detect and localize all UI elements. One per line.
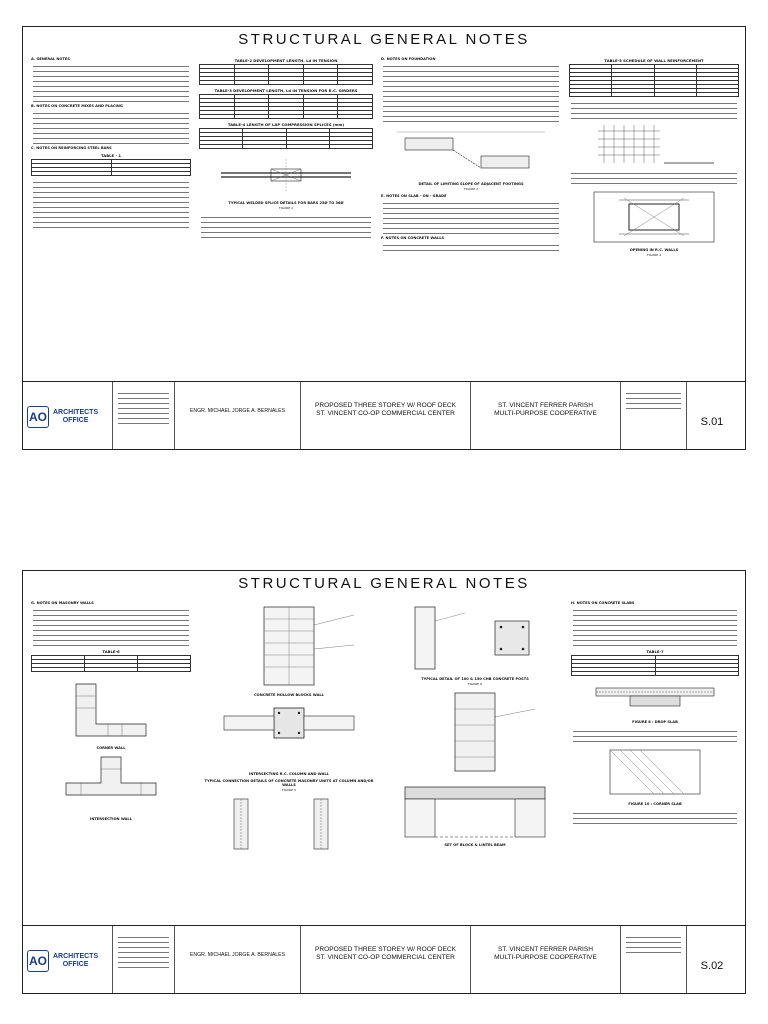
chb-wall-detail — [204, 601, 374, 691]
sheet-number: S.02 — [700, 960, 724, 972]
architects-office-logo-icon: AO — [27, 950, 49, 972]
table-title: TABLE-7 — [646, 649, 664, 654]
revision-notes-block — [113, 382, 175, 450]
chb-post-detail — [395, 601, 555, 675]
table-title: TABLE-2 DEVELOPMENT LENGTH, Ld IN TENSION — [234, 58, 338, 63]
notes-column-4 — [571, 599, 739, 925]
owner-name: MULTI-PURPOSE COOPERATIVE — [494, 954, 597, 961]
figure-caption: CORNER WALL — [96, 746, 126, 750]
notes-column-1 — [31, 599, 191, 925]
figure-number: FIGURE 5 — [282, 788, 296, 792]
project-block — [301, 382, 471, 450]
intersection-wall-detail — [56, 753, 166, 815]
approval-block — [621, 382, 687, 450]
text-block — [571, 727, 739, 742]
firm-logo — [23, 382, 113, 450]
project-title: PROPOSED THREE STOREY W/ ROOF DECK — [314, 946, 457, 953]
table-1 — [31, 159, 191, 176]
figure-caption: SET OF BLOCK & LINTEL BEAM — [444, 843, 506, 847]
drop-slab-detail — [590, 678, 720, 718]
table-2 — [199, 64, 373, 85]
project-block — [301, 926, 471, 994]
text-block — [31, 178, 191, 228]
owner-name: ST. VINCENT FERRER PARISH — [497, 946, 593, 953]
owner-block — [471, 382, 621, 450]
figure-caption: INTERSECTING R.C. COLUMN AND WALL — [249, 772, 329, 776]
notes-column-4 — [569, 55, 739, 381]
text-block — [199, 213, 373, 238]
figure-caption: TYPICAL DETAIL OF 100 & 150 CHB CONCRETE POSTS — [421, 677, 529, 681]
notes-column-3 — [387, 599, 563, 925]
wall-opening-detail — [584, 186, 724, 246]
section-heading: D. NOTES ON FOUNDATION — [381, 57, 436, 61]
table-7 — [571, 655, 739, 676]
table-title: TABLE-5 SCHEDULE OF WALL REINFORCEMENT — [604, 58, 704, 63]
firm-logo — [23, 926, 113, 994]
footing-slope-detail — [391, 124, 551, 180]
text-block — [571, 606, 739, 646]
table-title: TABLE-3 DEVELOPMENT LENGTH, Ld IN TENSION FOR R.C. GIRDERS — [214, 88, 358, 93]
text-block — [381, 241, 561, 251]
engineer-name: ENGR. MICHAEL JORGE A. BERNALES — [189, 952, 286, 958]
text-block — [571, 809, 739, 824]
section-heading: B. NOTES ON CONCRETE MIXES AND PLACING — [31, 104, 123, 108]
text-block — [31, 606, 191, 646]
firm-name: OFFICE — [62, 416, 89, 424]
approval-block — [621, 926, 687, 994]
owner-name: ST. VINCENT FERRER PARISH — [497, 402, 593, 409]
sheet-title: STRUCTURAL GENERAL NOTES — [238, 31, 530, 48]
text-block — [31, 109, 191, 144]
figure-caption: TYPICAL CONNECTION DETAILS OF CONCRETE MASONRY UNITS AT COLUMN AND/OR WALLS — [204, 779, 374, 787]
section-heading: E. NOTES ON SLAB - ON - GRADE — [381, 194, 447, 198]
figure-number: FIGURE 2 — [464, 187, 478, 191]
section-heading: H. NOTES ON CONCRETE SLABS — [571, 601, 635, 605]
corner-wall-detail — [56, 674, 166, 744]
notes-column-1 — [31, 55, 191, 381]
sheet-number-block — [687, 926, 737, 994]
welded-splice-detail — [211, 151, 361, 199]
text-block — [569, 169, 739, 184]
firm-name: ARCHITECTS — [53, 952, 99, 960]
column-elevation-detail — [395, 689, 555, 775]
notes-column-2 — [199, 55, 373, 381]
text-block — [381, 199, 561, 234]
wall-section-detail — [204, 795, 374, 853]
firm-name: OFFICE — [62, 960, 89, 968]
section-heading: G. NOTES ON MASONRY WALLS — [31, 601, 94, 605]
figure-caption: DETAIL OF LIMITING SLOPE OF ADJACENT FOOTINGS — [418, 182, 524, 186]
figure-caption: OPENING IN R.C. WALLS — [629, 248, 679, 252]
sheet-number: S.01 — [700, 416, 724, 428]
text-block — [31, 62, 191, 102]
project-subtitle: ST. VINCENT CO-OP COMMERCIAL CENTER — [316, 954, 455, 961]
table-title: TABLE-4 LENGTH OF LAP COMPRESSION SPLICES (mm) — [227, 122, 345, 127]
text-block — [569, 99, 739, 119]
title-block — [23, 381, 745, 450]
drawing-sheet-s02 — [22, 570, 746, 994]
figure-number: FIGURE 6 — [468, 682, 482, 686]
figure-caption: TYPICAL WELDED SPLICE DETAILS FOR BARS 25Ø TO 36Ø — [228, 201, 344, 205]
sheet-title: STRUCTURAL GENERAL NOTES — [238, 575, 530, 592]
figure-caption: FIGURE 10 : CORNER SLAB — [628, 802, 682, 806]
architects-office-logo-icon: AO — [27, 406, 49, 428]
figure-caption: CONCRETE HOLLOW BLOCKS WALL — [254, 693, 324, 697]
table-title: TABLE-6 — [102, 649, 120, 654]
section-heading: F. NOTES ON CONCRETE WALLS — [381, 236, 445, 240]
figure-caption: FIGURE 8 : DROP SLAB — [632, 720, 678, 724]
table-3 — [199, 94, 373, 119]
figure-caption: INTERSECTION WALL — [90, 817, 132, 821]
lintel-beam-detail — [395, 777, 555, 841]
engineer-block — [175, 382, 301, 450]
wall-rebar-grid-detail — [584, 121, 724, 167]
owner-block — [471, 926, 621, 994]
section-heading: C. NOTES ON REINFORCING STEEL BARS — [31, 146, 112, 150]
corner-slab-detail — [590, 744, 720, 800]
table-6 — [31, 655, 191, 672]
owner-name: MULTI-PURPOSE COOPERATIVE — [494, 410, 597, 417]
figure-number: FIGURE 4 — [647, 253, 661, 257]
rc-column-wall-detail — [204, 700, 374, 770]
figure-number: FIGURE 1 — [279, 206, 293, 210]
engineer-name: ENGR. MICHAEL JORGE A. BERNALES — [189, 408, 286, 414]
firm-name: ARCHITECTS — [53, 408, 99, 416]
table-title: TABLE - 1 — [100, 153, 121, 158]
section-heading: A. GENERAL NOTES — [31, 57, 70, 61]
notes-column-2 — [199, 599, 379, 925]
sheet-number-block — [687, 382, 737, 450]
drawing-sheet-s01 — [22, 26, 746, 450]
project-subtitle: ST. VINCENT CO-OP COMMERCIAL CENTER — [316, 410, 455, 417]
engineer-block — [175, 926, 301, 994]
table-5 — [569, 64, 739, 97]
revision-notes-block — [113, 926, 175, 994]
notes-column-3 — [381, 55, 561, 381]
table-4 — [199, 128, 373, 149]
title-block — [23, 925, 745, 994]
project-title: PROPOSED THREE STOREY W/ ROOF DECK — [314, 402, 457, 409]
text-block — [381, 62, 561, 122]
